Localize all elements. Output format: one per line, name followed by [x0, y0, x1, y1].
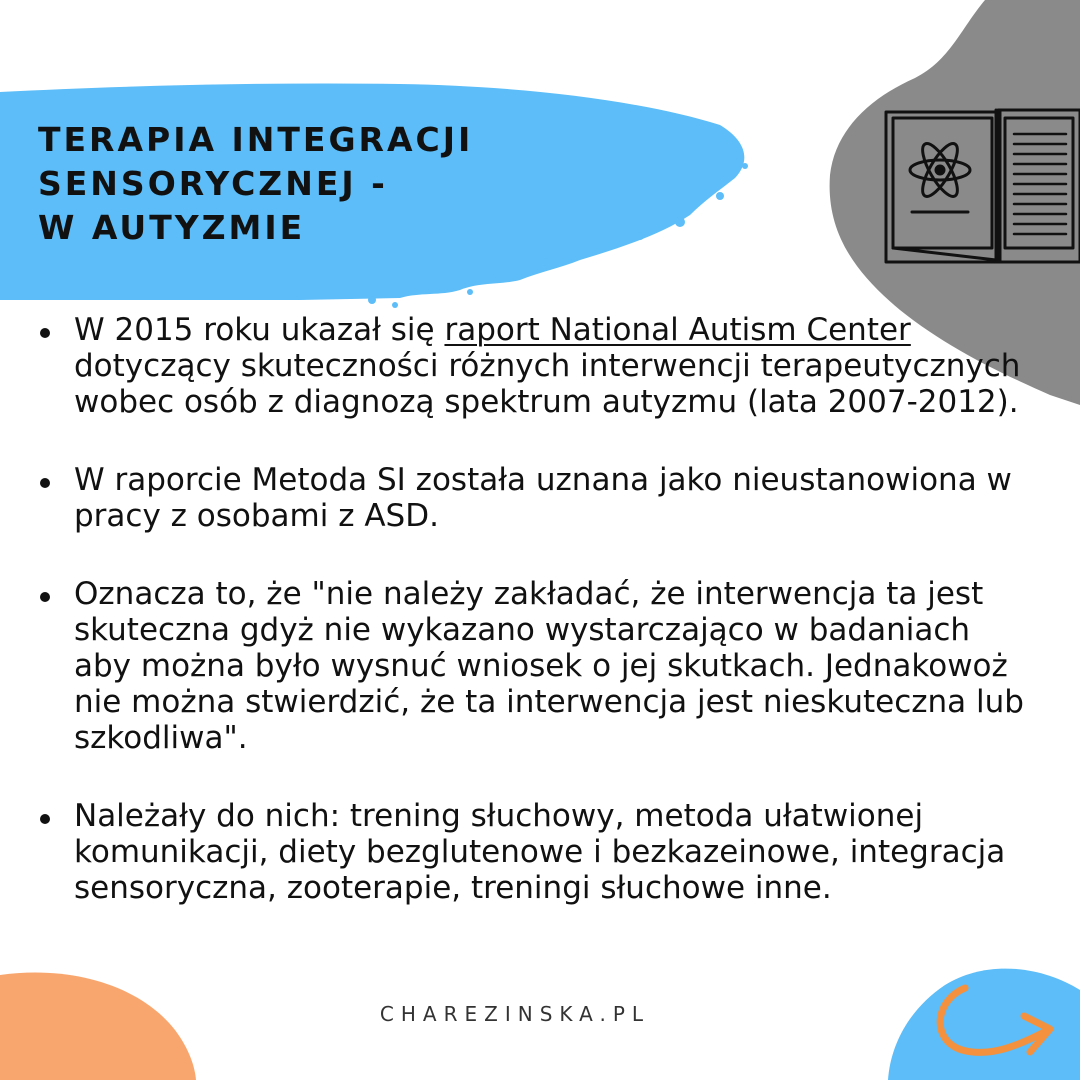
orange-corner-blob — [0, 972, 196, 1080]
bullet-item-report — [38, 312, 1028, 420]
bullet-item-meaning — [38, 576, 1028, 756]
title-line-2: SENSORYCZNEJ - — [38, 164, 388, 203]
bullet-4-text: Należały do nich: trening słuchowy, metoda ułatwionej komunikacji, diety bezglutenowe i bezkazeinowe, integracja sensoryczna, zooterapie, treningi słuchowe inne. — [74, 798, 1006, 906]
title-line-1: TERAPIA INTEGRACJI — [38, 120, 474, 159]
page-title — [38, 118, 473, 250]
bullet-list — [38, 312, 1028, 948]
footer-website: CHAREZINSKA.PL — [379, 1002, 651, 1026]
bullet-3-text: Oznacza to, że "nie należy zakładać, że interwencja ta jest skuteczna gdyż nie wykazano wystarczająco w badaniach aby można było wysnuć wniosek o jej skutkach. Jednakowoż nie można stwierdzić, że ta interwencja jest nieskuteczna lub szkodliwa". — [74, 576, 1024, 756]
bullet-2-text: W raporcie Metoda SI została uznana jako nieustanowiona w pracy z osobami z ASD. — [74, 462, 1012, 534]
bullet-1-text-before: W 2015 roku ukazał się — [74, 312, 445, 348]
bullet-item-si-method — [38, 462, 1028, 534]
bullet-1-text-after: dotyczący skuteczności różnych interwencji terapeutycznych wobec osób z diagnozą spektrum autyzmu (lata 2007-2012). — [74, 348, 1021, 420]
title-line-3: W AUTYZMIE — [38, 208, 306, 247]
bullet-item-included-methods — [38, 798, 1028, 906]
national-autism-center-report-link[interactable]: raport National Autism Center — [444, 312, 911, 348]
